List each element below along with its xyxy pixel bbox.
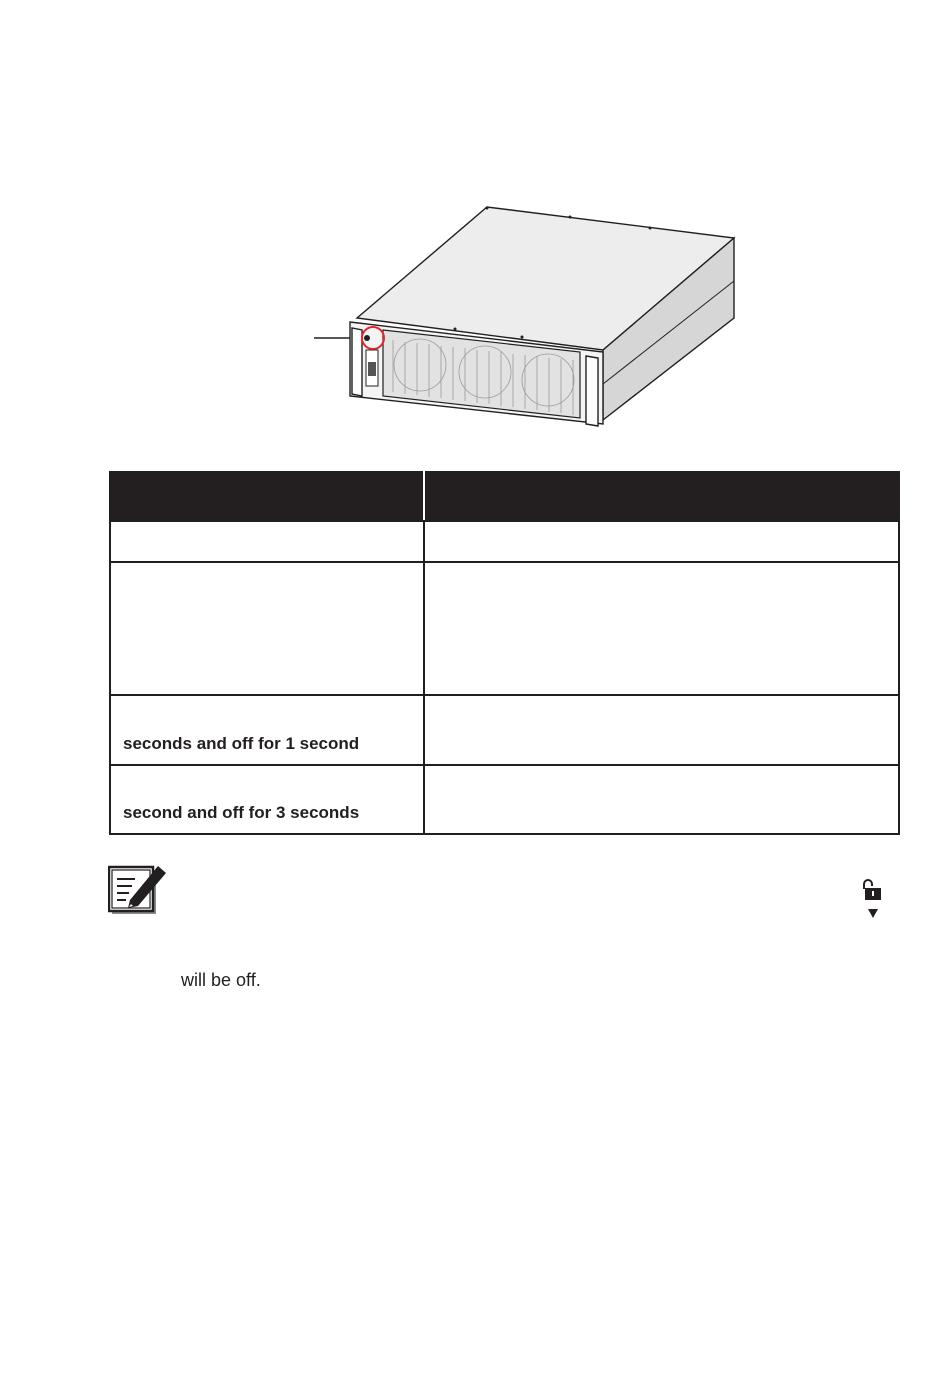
note-pencil-icon [108, 862, 170, 916]
table-cell-description [424, 562, 899, 695]
ups-unit-figure [300, 195, 760, 435]
table-cell-status [110, 562, 424, 695]
led-status-table [109, 471, 900, 835]
table-header-row [110, 472, 899, 521]
table-header-cell [424, 472, 899, 521]
table-cell-description [424, 695, 899, 765]
table-row [110, 695, 899, 765]
left-handle [352, 328, 362, 396]
led-indicator [364, 335, 370, 341]
table-cell-status: seconds and off for 1 second [110, 695, 424, 765]
unlock-icon [860, 878, 884, 920]
table-cell-status [110, 521, 424, 562]
table-cell-status: second and off for 3 seconds [110, 765, 424, 834]
table-row [110, 521, 899, 562]
table-cell-description [424, 521, 899, 562]
table-header-cell [110, 472, 424, 521]
table-row [110, 562, 899, 695]
down-arrow-icon [868, 909, 878, 918]
table-cell-description [424, 765, 899, 834]
right-handle [586, 356, 598, 426]
note-text: will be off. [181, 970, 261, 990]
table-row [110, 765, 899, 834]
